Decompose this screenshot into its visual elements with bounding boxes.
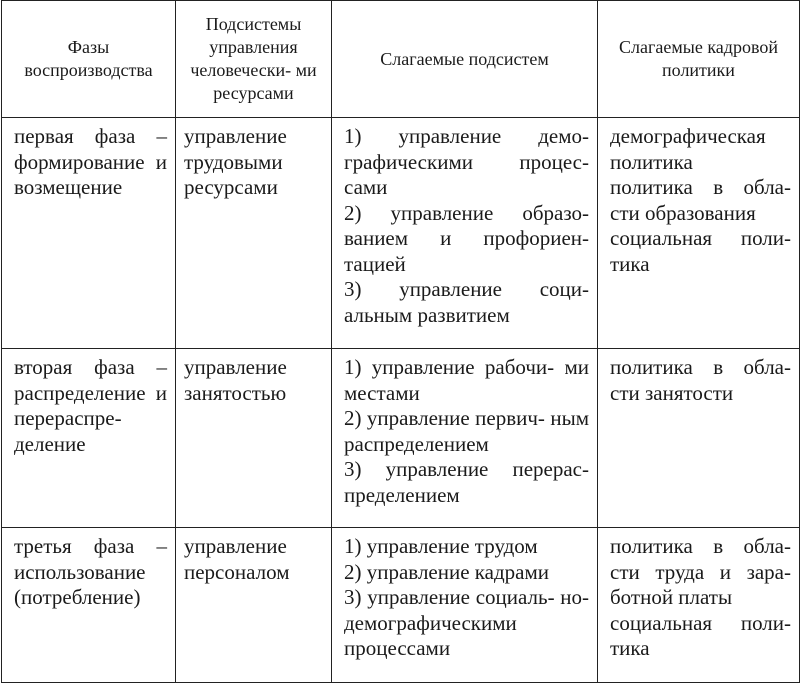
component-item: 1) управление трудом: [344, 534, 538, 558]
components-cell: [332, 528, 598, 683]
components-cell: [332, 118, 598, 349]
component-item: 2) управление образо- ванием и профориен- тацией: [344, 200, 589, 276]
header-subsystems: Подсистемы управления человечески- ми ресурсами: [176, 1, 332, 118]
phase-cell: первая фаза – формирование и возмещение: [2, 118, 176, 349]
policy-item: социальная поли- тика: [610, 226, 791, 276]
subsystem-cell: управление трудовыми ресурсами: [176, 118, 332, 349]
policy-cell: [598, 118, 800, 349]
subsystem-cell: управление персоналом: [176, 528, 332, 683]
header-components: Слагаемые подсистем: [332, 1, 598, 118]
component-item: 2) управление первич- ным распределением: [344, 406, 589, 456]
phase-cell: вторая фаза – распределение и перераспре- деление: [2, 349, 176, 528]
policy-cell: [598, 528, 800, 683]
table-row: [2, 118, 800, 349]
hr-policy-table: [1, 0, 800, 683]
policy-cell: [598, 349, 800, 528]
policy-item: социальная поли- тика: [610, 610, 791, 660]
policy-item: политика в обла- сти занятости: [610, 355, 791, 405]
component-item: 1) управление демо- графическими процес- сами: [344, 124, 589, 199]
policy-item: политика в обла- сти образования: [610, 175, 791, 225]
header-policy: Слагаемые кадровой политики: [598, 1, 800, 118]
component-item: 1) управление рабочи- ми местами: [344, 355, 589, 405]
component-item: 2) управление кадрами: [344, 559, 550, 584]
phase-cell: третья фаза – использование (потребление): [2, 528, 176, 683]
component-item: 3) управление социаль- но-демографическими процессами: [344, 585, 589, 660]
component-item: 3) управление перерас- пределением: [344, 457, 589, 507]
header-phases: Фазы воспроизводства: [2, 1, 176, 118]
table-row: [2, 528, 800, 683]
policy-item: демографическая политика: [610, 124, 766, 174]
subsystem-cell: управление занятостью: [176, 349, 332, 528]
policy-item: политика в обла- сти труда и зара- ботной платы: [610, 534, 791, 609]
header-row: [2, 1, 800, 118]
components-cell: [332, 349, 598, 528]
component-item: 3) управление соци- альным развитием: [344, 277, 589, 327]
table-row: [2, 349, 800, 528]
